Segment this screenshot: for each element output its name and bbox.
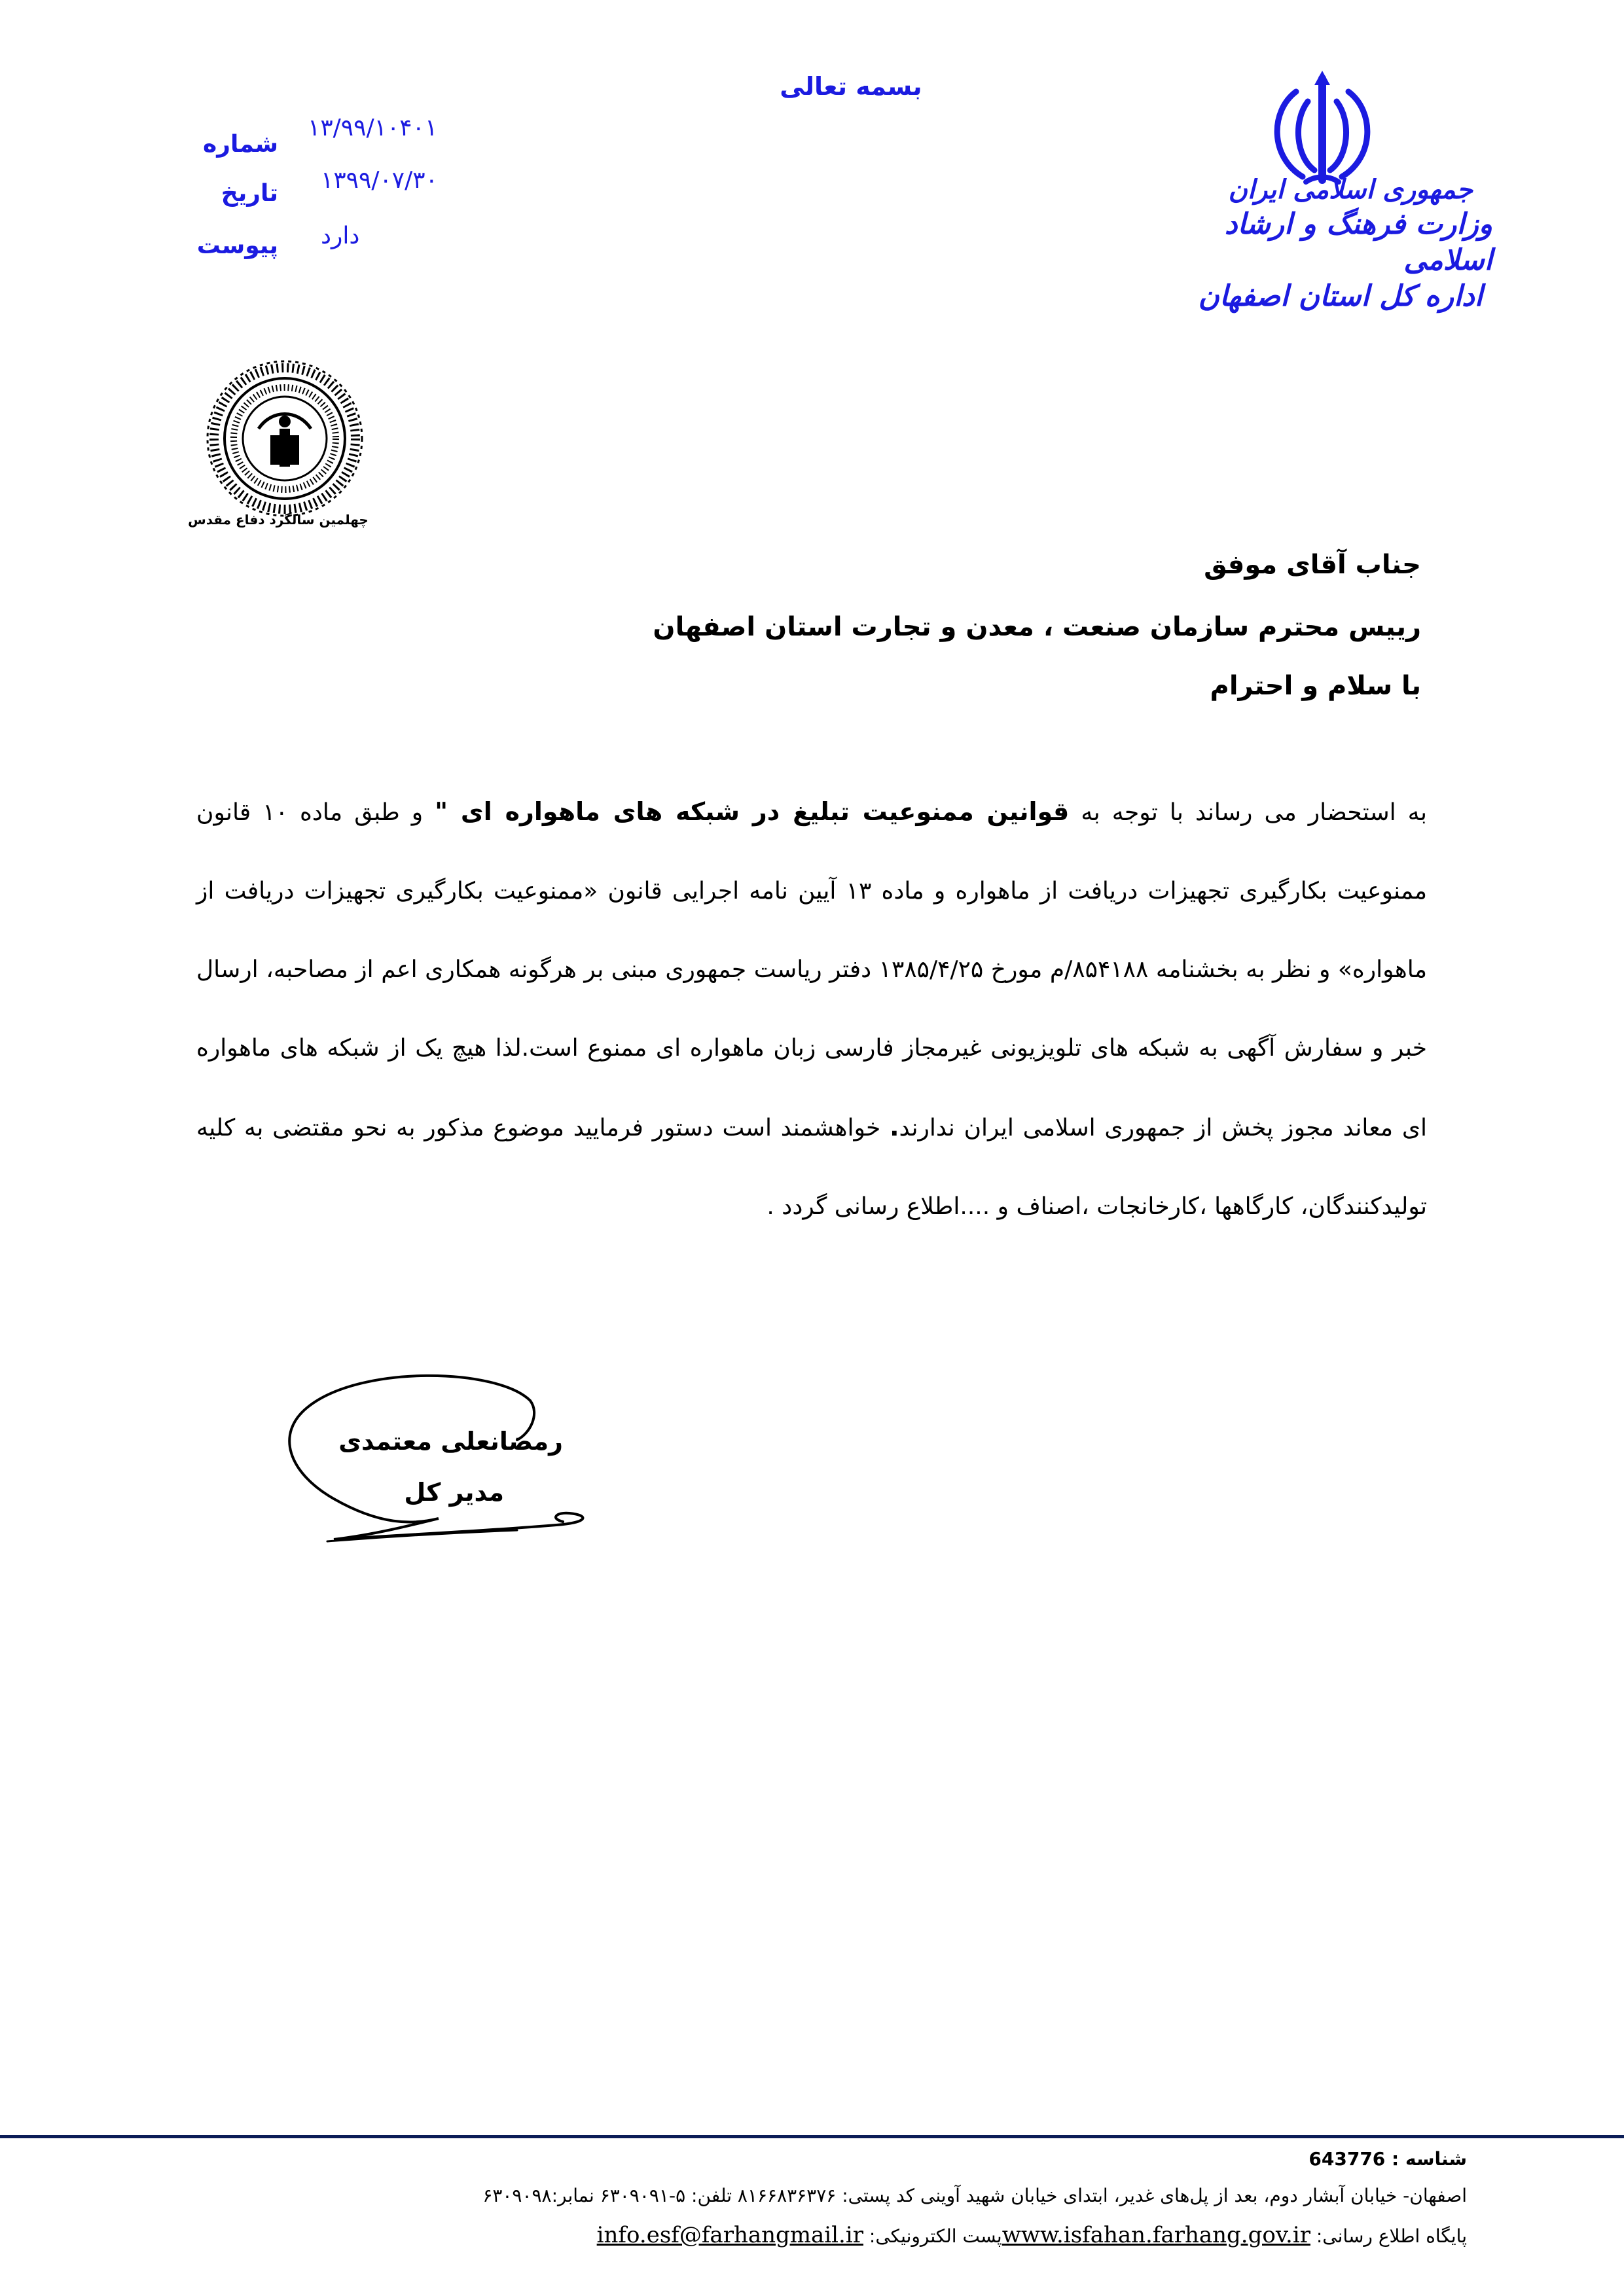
footer-rule	[0, 2135, 1624, 2138]
ministry-title	[1165, 173, 1492, 314]
signatory-name: رمضانعلی معتمدی	[338, 1427, 563, 1456]
body-part-3: خواهشمند است دستور فرمایید موضوع مذکور به نحو مقتضی به کلیه تولیدکنندگان، کارگاهها ،کارخانجات ،اصناف و ....اطلاع رسانی گردد .	[196, 1115, 1427, 1220]
attachment-label: پیوست	[196, 232, 278, 259]
iran-emblem-icon	[1257, 65, 1388, 190]
addressee-name: جناب آقای موفق	[1204, 550, 1421, 580]
footer-id	[1308, 2148, 1467, 2170]
basmala-heading: بسمه تعالی	[780, 72, 922, 101]
addressee-position: رییس محترم سازمان صنعت ، معدن و تجارت استان اصفهان	[653, 612, 1421, 642]
footer-address: اصفهان- خیابان آبشار دوم، بعد از پل‌های غدیر، ابتدای خیابان شهید آوینی کد پستی: ۸۱۶۶۸۳۶۳۷۶ تلفن: ۵-۶۳۰۹۰۹۱ نمابر:۶۳۰۹۰۹۸	[482, 2185, 1467, 2206]
attachment-value: دارد	[321, 223, 360, 249]
number-value: ۱۳/۹۹/۱۰۴۰۱	[308, 115, 438, 141]
body-bold-dot: .	[890, 1113, 899, 1141]
footer-contact	[597, 2222, 1467, 2248]
ministry-line-1: جمهوری اسلامی ایران	[1228, 174, 1473, 205]
number-label: شماره	[202, 131, 278, 158]
email-label: پست الکترونیکی:	[869, 2225, 1002, 2247]
email-link[interactable]: info.esf@farhangmail.ir	[596, 2222, 863, 2248]
body-intro: به استحضار می رساند با توجه به	[1069, 799, 1427, 826]
ministry-line-3: اداره کل استان اصفهان	[1198, 279, 1483, 313]
footer-id-label: شناسه :	[1392, 2148, 1467, 2170]
anniversary-seal-icon	[190, 357, 380, 533]
greeting: با سلام و احترام	[1210, 671, 1421, 701]
handwritten-signature	[281, 1368, 596, 1558]
body-part-2: و طبق ماده ۱۰ قانون ممنوعیت بکارگیری تجهیزات دریافت از ماهواره و ماده ۱۳ آیین نامه اجرایی قانون «ممنوعیت بکارگیری تجهیزات دریافت از ماهواره» و نظر به بخشنامه ۸۵۴۱۸۸/م مورخ ۱۳۸۵/۴/۲۵ دفتر ریاست جمهوری مبنی بر هرگونه همکاری اعم از مصاحبه، ارسال خبر و سفارش آگهی به شبکه های تلویزیونی غیرمجاز فارسی زبان ماهواره ای ممنوع است.لذا هیچ یک از شبکه های ماهواره ای معاند مجوز پخش از جمهوری اسلامی ایران ندارند	[196, 799, 1428, 1141]
ministry-line-2: وزارت فرهنگ و ارشاد اسلامی	[1224, 207, 1492, 277]
signatory-title: مدیر کل	[404, 1478, 504, 1507]
seal-caption: چهلمین سالگرد دفاع مقدس	[188, 512, 369, 528]
date-label: تاریخ	[221, 180, 278, 207]
portal-label: پایگاه اطلاع رسانی:	[1316, 2225, 1467, 2247]
date-value: ۱۳۹۹/۰۷/۳۰	[321, 167, 438, 194]
portal-link[interactable]: www.isfahan.farhang.gov.ir	[1001, 2222, 1310, 2248]
letter-body	[196, 772, 1427, 1246]
footer-id-value: 643776	[1308, 2148, 1386, 2170]
body-bold-title: قوانین ممنوعیت تبلیغ در شبکه های ماهواره ای "	[435, 797, 1070, 826]
